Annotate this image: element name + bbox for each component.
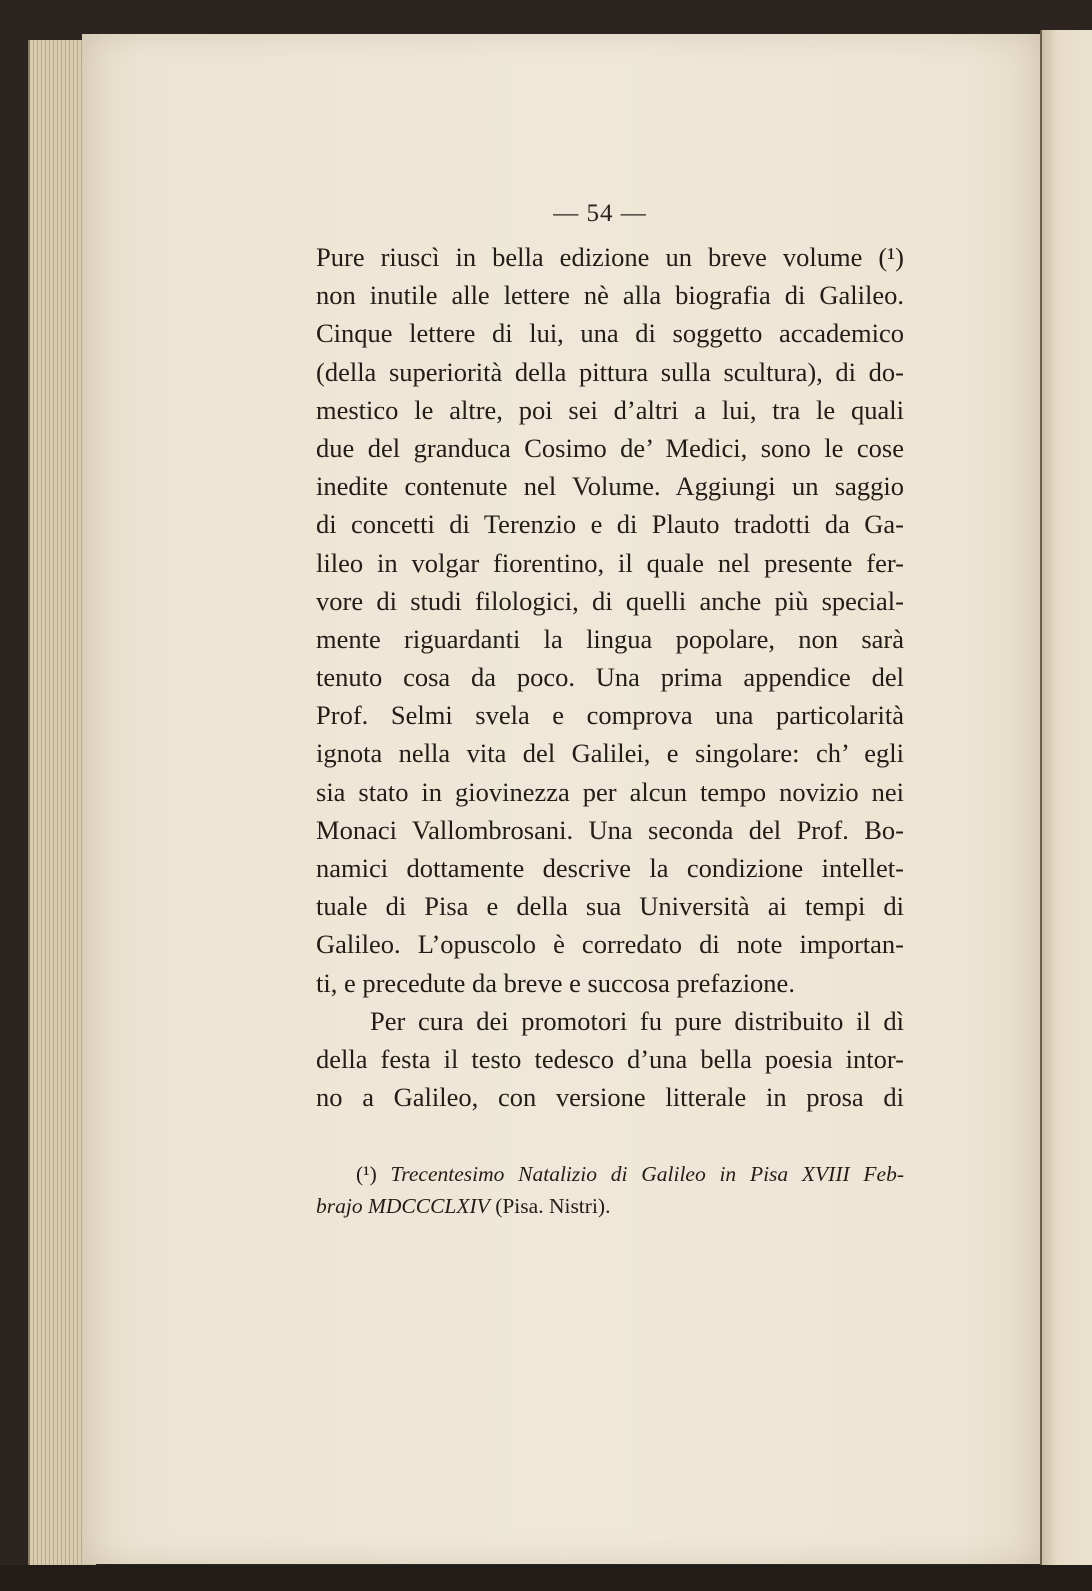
text-line: Prof. Selmi svela e comprova una particolarità — [316, 700, 904, 731]
text-line: di concetti di Terenzio e di Plauto tradotti da Ga- — [316, 509, 904, 540]
footnote-line-2 — [316, 1190, 904, 1222]
paragraph-2 — [316, 1002, 904, 1117]
footnote-marker: (¹) — [356, 1162, 377, 1186]
text-line: ti, e precedute da breve e succosa prefazione. — [316, 967, 795, 998]
text-line: Pure riuscì in bella edizione un breve volume (¹) — [316, 242, 904, 272]
text-line: sia stato in giovinezza per alcun tempo novizio nei — [316, 776, 904, 807]
text-line: non inutile alle lettere nè alla biografia di Galileo. — [316, 280, 904, 311]
scan-border — [0, 1565, 1092, 1591]
text-line: tuale di Pisa e della sua Università ai tempi di — [316, 891, 904, 922]
text-line: tenuto cosa da poco. Una prima appendice del — [316, 662, 904, 693]
paragraph-1 — [316, 238, 904, 1002]
text-line: Cinque lettere di lui, una di soggetto accademico — [316, 318, 904, 349]
text-line: due del granduca Cosimo de’ Medici, sono le cose — [316, 432, 904, 463]
text-line: no a Galileo, con versione litterale in prosa di — [316, 1082, 904, 1113]
text-line: vore di studi filologici, di quelli anche più special- — [316, 585, 904, 616]
next-page-edge — [1040, 30, 1092, 1570]
body-text — [316, 238, 904, 1116]
text-line: namici dottamente descrive la condizione intellet- — [316, 853, 904, 883]
text-line: Monaci Vallombrosani. Una seconda del Prof. Bo- — [316, 814, 904, 845]
footnote-title: Trecentesimo Natalizio di Galileo in Pisa XVIII Feb- — [390, 1162, 905, 1186]
footnote-line-1 — [316, 1158, 904, 1190]
text-line: lileo in volgar fiorentino, il quale nel presente fer- — [316, 547, 904, 578]
text-line: mente riguardanti la lingua popolare, non sarà — [316, 623, 904, 654]
text-line: mestico le altre, poi sei d’altri a lui, tra le quali — [316, 394, 904, 425]
text-line: (della superiorità della pittura sulla scultura), di do- — [316, 356, 904, 387]
page-number: — 54 — — [553, 200, 647, 227]
footnote-publisher: (Pisa. Nistri). — [495, 1194, 611, 1218]
footnote — [316, 1158, 904, 1222]
text-line: Galileo. L’opuscolo è corredato di note importan- — [316, 929, 904, 960]
text-line: Per cura dei promotori fu pure distribuito il dì — [370, 1005, 904, 1036]
text-line: della festa il testo tedesco d’una bella poesia intor- — [316, 1043, 904, 1074]
text-line: inedite contenute nel Volume. Aggiungi un saggio — [316, 471, 904, 502]
footnote-title-cont: brajo MDCCCLXIV — [316, 1194, 490, 1218]
text-line: ignota nella vita del Galilei, e singolare: ch’ egli — [316, 738, 904, 769]
